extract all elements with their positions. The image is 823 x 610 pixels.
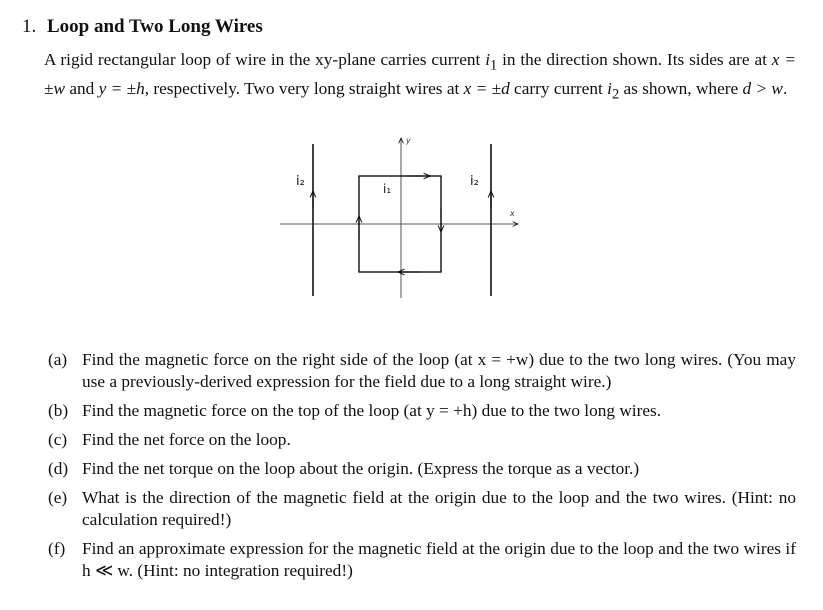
condition-x: x = ±w [44,50,796,99]
intro-text-2: in the direction shown. Its sides are at [497,50,772,69]
part-label: (e) [48,488,68,507]
question-part-c [48,429,796,451]
current-i1: i [485,50,490,69]
y-axis-label: y [406,136,411,145]
question-part-a [48,349,796,393]
question-part-b [48,400,796,422]
intro-text-3: and [65,79,99,99]
condition-y: y = ±h [98,79,145,99]
loop-wires-figure [270,128,530,303]
question-part-e [48,487,796,531]
part-label: (d) [48,459,69,478]
question-parts [48,349,796,589]
question-part-d [48,458,796,480]
part-text: Find an approximate expression for the magnetic field at the origin due to the loop and the two wires if h ≪ w. (Hint: no integration required!) [82,539,796,580]
right-wire-current-label: i₂ [470,174,479,189]
intro-text-4: , respectively. Two very long straight wires at [144,79,464,99]
problem-title: Loop and Two Long Wires [47,16,263,37]
condition-d-gt-w: d > w [742,79,783,99]
current-i2-subscript: 2 [611,86,620,103]
intro-text-7: . [782,79,788,99]
intro-text-6: as shown, where [619,79,743,99]
figure-svg [270,128,530,303]
part-text: What is the direction of the magnetic field at the origin due to the loop and the two wires. (Hint: no calculation required!) [82,488,796,529]
part-label: (c) [48,430,68,449]
part-label: (b) [48,401,69,420]
current-i1-subscript: 1 [490,57,498,74]
part-label: (f) [48,539,66,558]
condition-d: x = ±d [463,79,510,99]
part-text: Find the magnetic force on the top of the loop (at y = +h) due to the two long wires. [82,401,662,420]
left-wire-current-label: i₂ [296,174,305,189]
current-i2: i [607,79,612,99]
problem-heading [22,16,263,38]
question-part-f [48,538,796,582]
intro-text-1: A rigid rectangular loop of wire in the xy-plane carries current [44,50,486,69]
part-text: Find the net torque on the loop about the origin. (Express the torque as a vector.) [82,459,640,478]
part-text: Find the net force on the loop. [82,430,291,449]
intro-text-5: carry current [509,79,608,99]
problem-intro [44,48,796,107]
part-text: Find the magnetic force on the right side of the loop (at x = +w) due to the two long wires. (You may use a previously-derived expression for the field due to a long straight wire.) [82,350,796,391]
loop-current-label: i₁ [383,182,392,196]
part-label: (a) [48,350,68,369]
x-axis-label: x [510,209,515,218]
problem-number: 1. [22,16,37,37]
